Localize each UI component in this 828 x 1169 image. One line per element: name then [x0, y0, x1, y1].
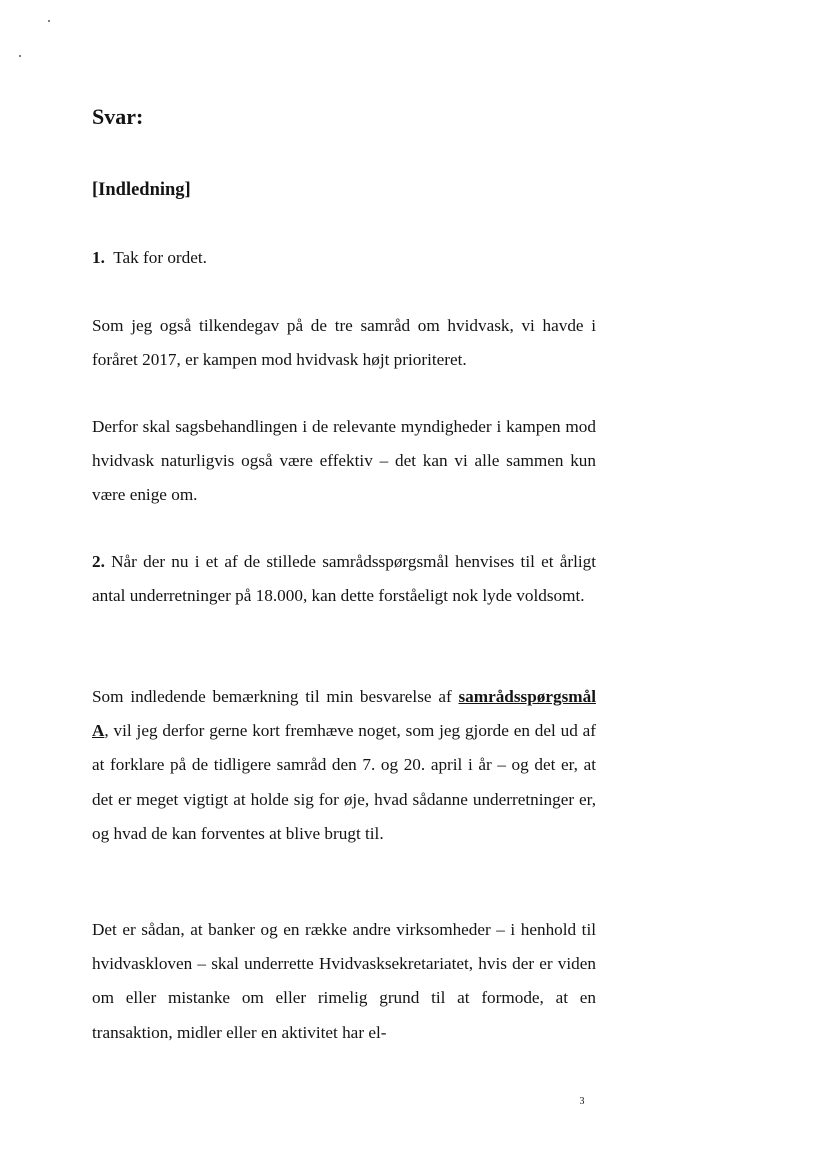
paragraph-3: Derfor skal sagsbehandlingen i de relevante myndigheder i kampen mod hvidvask naturligvis også være effektiv – det kan vi alle sammen kun være enige om.	[92, 417, 596, 505]
paragraph-4	[92, 545, 596, 613]
paragraph-6: Det er sådan, at banker og en række andre virksomheder – i henhold til hvidvaskloven – skal underrette Hvidvasksekretariatet, hvis der er viden om eller mistanke om eller rimelig grund til at formode, at en transaktion, midler eller en aktivitet har el-	[92, 920, 596, 1042]
page-number: 3	[579, 1096, 585, 1107]
paragraph-number: 1.	[92, 248, 105, 267]
section-heading: [Indledning]	[92, 180, 191, 200]
paragraph-2: Som jeg også tilkendegav på de tre samråd om hvidvask, vi havde i foråret 2017, er kampen mod hvidvask højt prioriteret.	[92, 316, 596, 370]
paragraph-5	[92, 680, 596, 851]
scan-speck	[48, 20, 50, 22]
paragraph-number: 2.	[92, 552, 105, 571]
paragraph-1	[92, 241, 596, 275]
paragraph-text: Tak for ordet.	[113, 248, 207, 267]
page-heading: Svar:	[92, 104, 144, 129]
paragraph-text: , vil jeg derfor gerne kort fremhæve noget, som jeg gjorde en del ud af at forklare på de tidligere samråd den 7. og 20. april i år – og det er, at det er meget vigtigt at holde sig for øje, hvad sådanne underretninger er, og hvad de kan forventes at blive brugt til.	[92, 721, 596, 843]
paragraph-text: Når der nu i et af de stillede samrådsspørgsmål henvises til et årligt antal underretninger på 18.000, kan dette forståeligt nok lyde voldsomt.	[92, 552, 597, 606]
scan-speck	[19, 55, 21, 57]
paragraph-text: Som indledende bemærkning til min besvarelse af	[92, 687, 452, 706]
question-reference: samrådsspørgsmål A	[92, 687, 596, 741]
